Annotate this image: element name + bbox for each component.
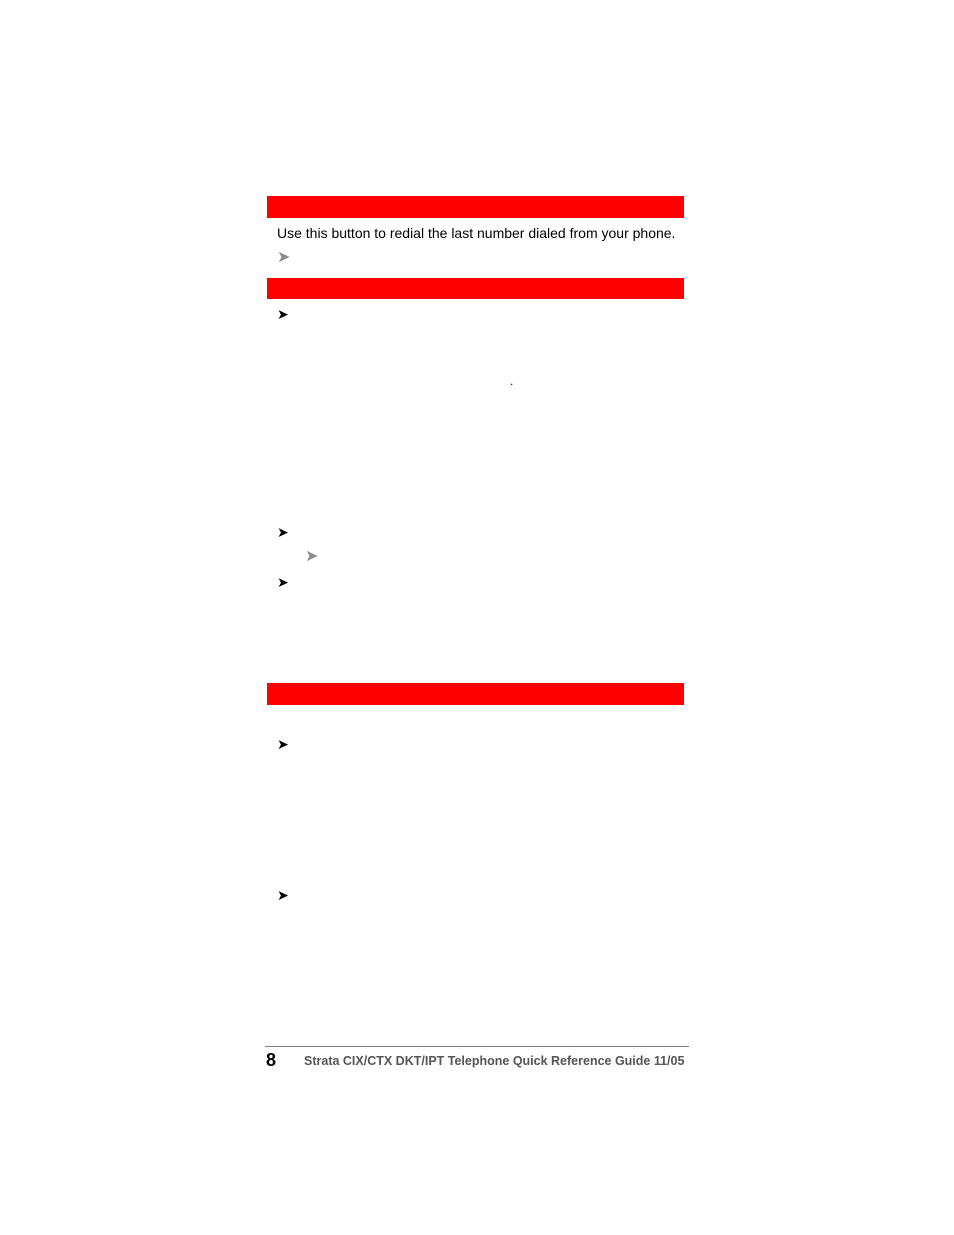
section-header-bar-3 bbox=[267, 683, 684, 705]
arrow-bullet-icon: ➤ bbox=[277, 574, 289, 590]
section-body-text: Use this button to redial the last number dialed from your phone. bbox=[277, 225, 676, 241]
arrow-sub-bullet-icon: ➤ bbox=[305, 548, 319, 565]
arrow-bullet-icon: ➤ bbox=[277, 736, 289, 752]
arrow-bullet-icon: ➤ bbox=[277, 524, 289, 540]
arrow-bullet-icon: ➤ bbox=[277, 306, 289, 322]
section-header-bar-1 bbox=[267, 196, 684, 218]
arrow-bullet-icon: ➤ bbox=[277, 887, 289, 903]
arrow-bullet-icon: ➤ bbox=[277, 249, 291, 266]
footer-title: Strata CIX/CTX DKT/IPT Telephone Quick Reference Guide 11/05 bbox=[304, 1054, 685, 1068]
stray-mark: . bbox=[510, 374, 514, 388]
footer-divider bbox=[265, 1046, 689, 1047]
section-header-bar-2 bbox=[267, 278, 684, 299]
page-number: 8 bbox=[266, 1050, 277, 1070]
